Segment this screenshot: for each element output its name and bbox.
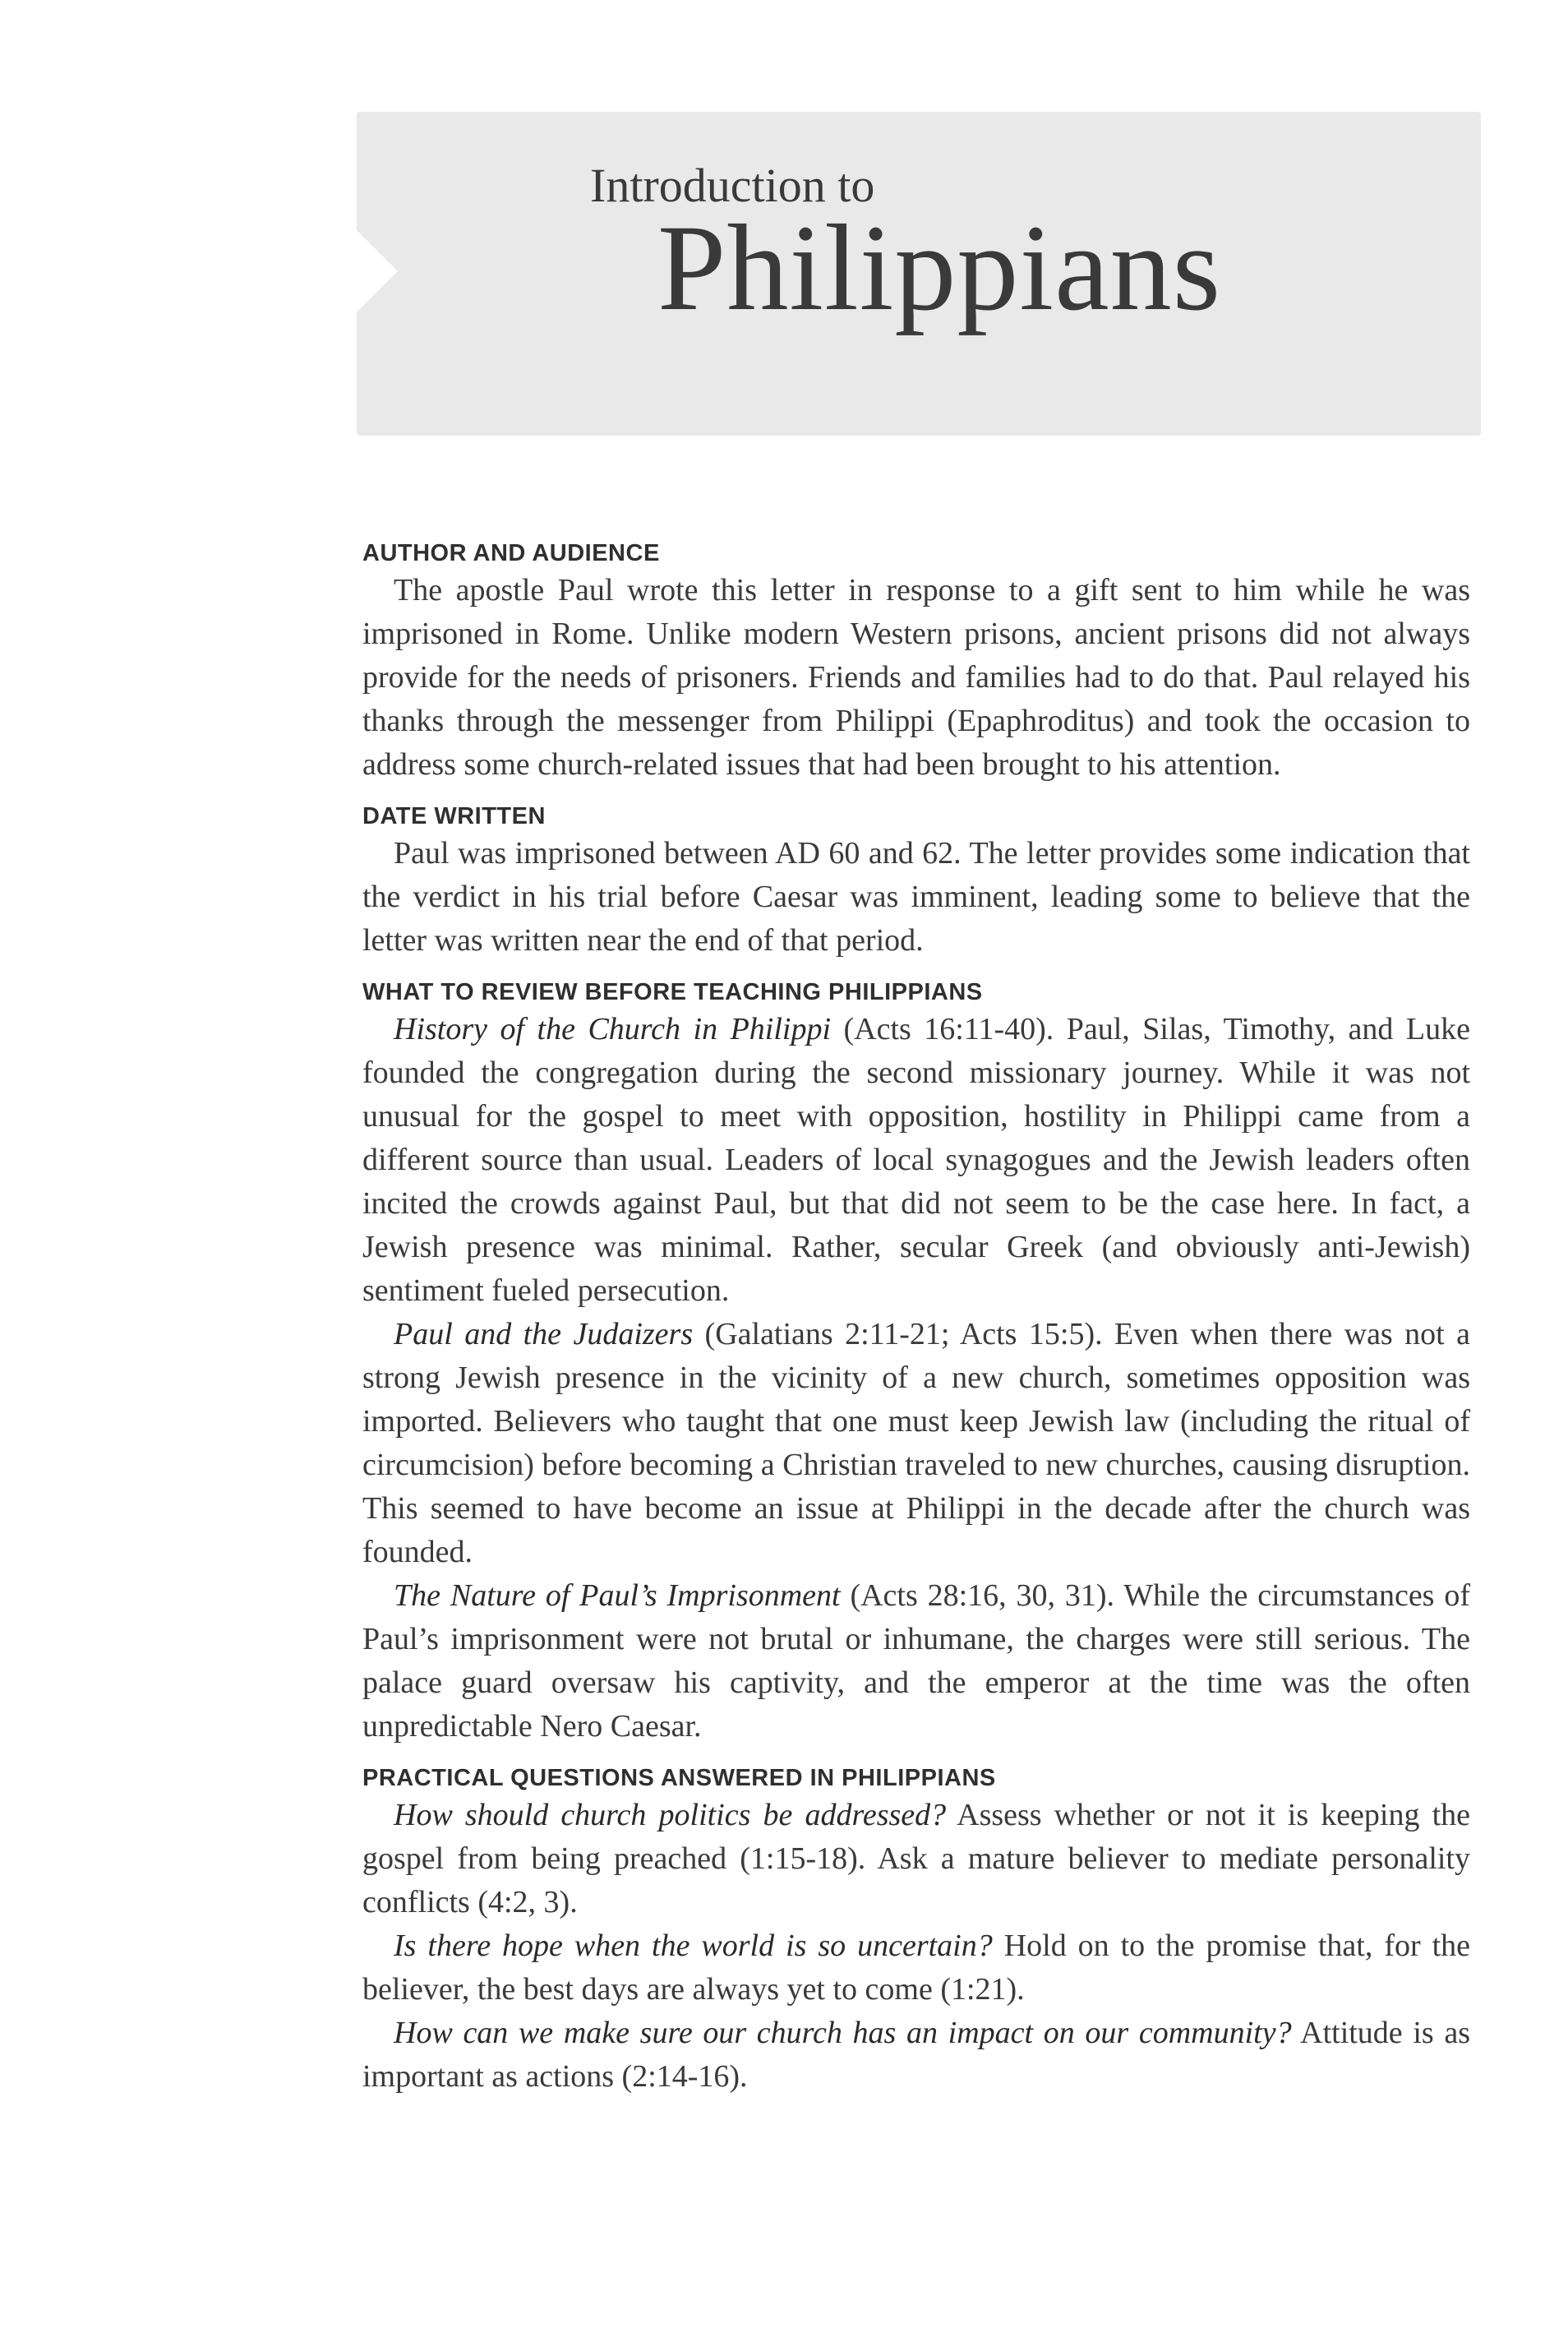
paragraph-text: Paul was imprisoned between AD 60 and 62. The letter provides some indication that the verdict in his trial before Caesar was imminent, leading some to believe that the letter was written near the end of that period. (362, 836, 1470, 958)
paragraph (362, 1574, 1470, 1748)
page-subtitle: Introduction to (590, 159, 875, 212)
document-body (362, 538, 1470, 2099)
section-practical-questions (362, 1762, 1470, 2099)
paragraph-italic-lead: Paul and the Judaizers (394, 1317, 694, 1351)
section-date-written (362, 801, 1470, 963)
section-heading: DATE WRITTEN (362, 803, 546, 829)
paragraph (362, 832, 1470, 963)
section-author-audience (362, 538, 1470, 787)
paragraph (362, 1008, 1470, 1313)
section-heading: WHAT TO REVIEW BEFORE TEACHING PHILIPPIANS (362, 979, 983, 1005)
paragraph (362, 1313, 1470, 1574)
paragraph-text: Attitude is as important as actions (2:14-16). (362, 2016, 1470, 2094)
paragraph-italic-lead: The Nature of Paul’s Imprisonment (394, 1578, 841, 1613)
paragraph-text: Assess whether or not it is keeping the gospel from being preached (1:15-18). Ask a mature believer to mediate personality conflicts (4:2, 3). (362, 1798, 1470, 1919)
paragraph-text: (Acts 28:16, 30, 31). While the circumstances of Paul’s imprisonment were not brutal or inhumane, the charges were still serious. The palace guard oversaw his captivity, and the emperor at the time was the often unpredictable Nero Caesar. (362, 1578, 1470, 1744)
paragraph-italic-lead: History of the Church in Philippi (394, 1012, 832, 1046)
section-what-to-review (362, 977, 1470, 1748)
paragraph-text: (Acts 16:11-40). Paul, Silas, Timothy, and Luke founded the congregation during the second missionary journey. While it was not unusual for the gospel to meet with opposition, hostility in Philippi came from a different source than usual. Leaders of local synagogues and the Jewish leaders often incited the crowds against Paul, but that did not seem to be the case here. In fact, a Jewish presence was minimal. Rather, secular Greek (and obviously anti-Jewish) sentiment fueled persecution. (362, 1012, 1470, 1308)
paragraph-text: (Galatians 2:11-21; Acts 15:5). Even when there was not a strong Jewish presence in the vicinity of a new church, sometimes opposition was imported. Believers who taught that one must keep Jewish law (including the ritual of circumcision) before becoming a Christian traveled to new churches, causing disruption. This seemed to have become an issue at Philippi in the decade after the church was founded. (362, 1317, 1470, 1569)
paragraph-text: The apostle Paul wrote this letter in response to a gift sent to him while he was imprisoned in Rome. Unlike modern Western prisons, ancient prisons did not always provide for the needs of prisoners. Friends and families had to do that. Paul relayed his thanks through the messenger from Philippi (Epaphroditus) and took the occasion to address some church-related issues that had been brought to his attention. (362, 573, 1470, 782)
section-heading: PRACTICAL QUESTIONS ANSWERED IN PHILIPPIANS (362, 1765, 996, 1791)
page-title: Philippians (657, 200, 1222, 336)
banner-notch (357, 230, 398, 312)
paragraph (362, 1794, 1470, 1924)
paragraph (362, 1924, 1470, 2012)
paragraph (362, 2012, 1470, 2099)
paragraph-italic-lead: Is there hope when the world is so uncertain? (394, 1928, 993, 1963)
paragraph (362, 569, 1470, 787)
paragraph-italic-lead: How should church politics be addressed? (394, 1798, 947, 1832)
paragraph-italic-lead: How can we make sure our church has an impact on our community? (394, 2016, 1292, 2050)
paragraph-text: Hold on to the promise that, for the believer, the best days are always yet to come (1:21). (362, 1928, 1471, 2007)
section-heading: AUTHOR AND AUDIENCE (362, 540, 660, 566)
